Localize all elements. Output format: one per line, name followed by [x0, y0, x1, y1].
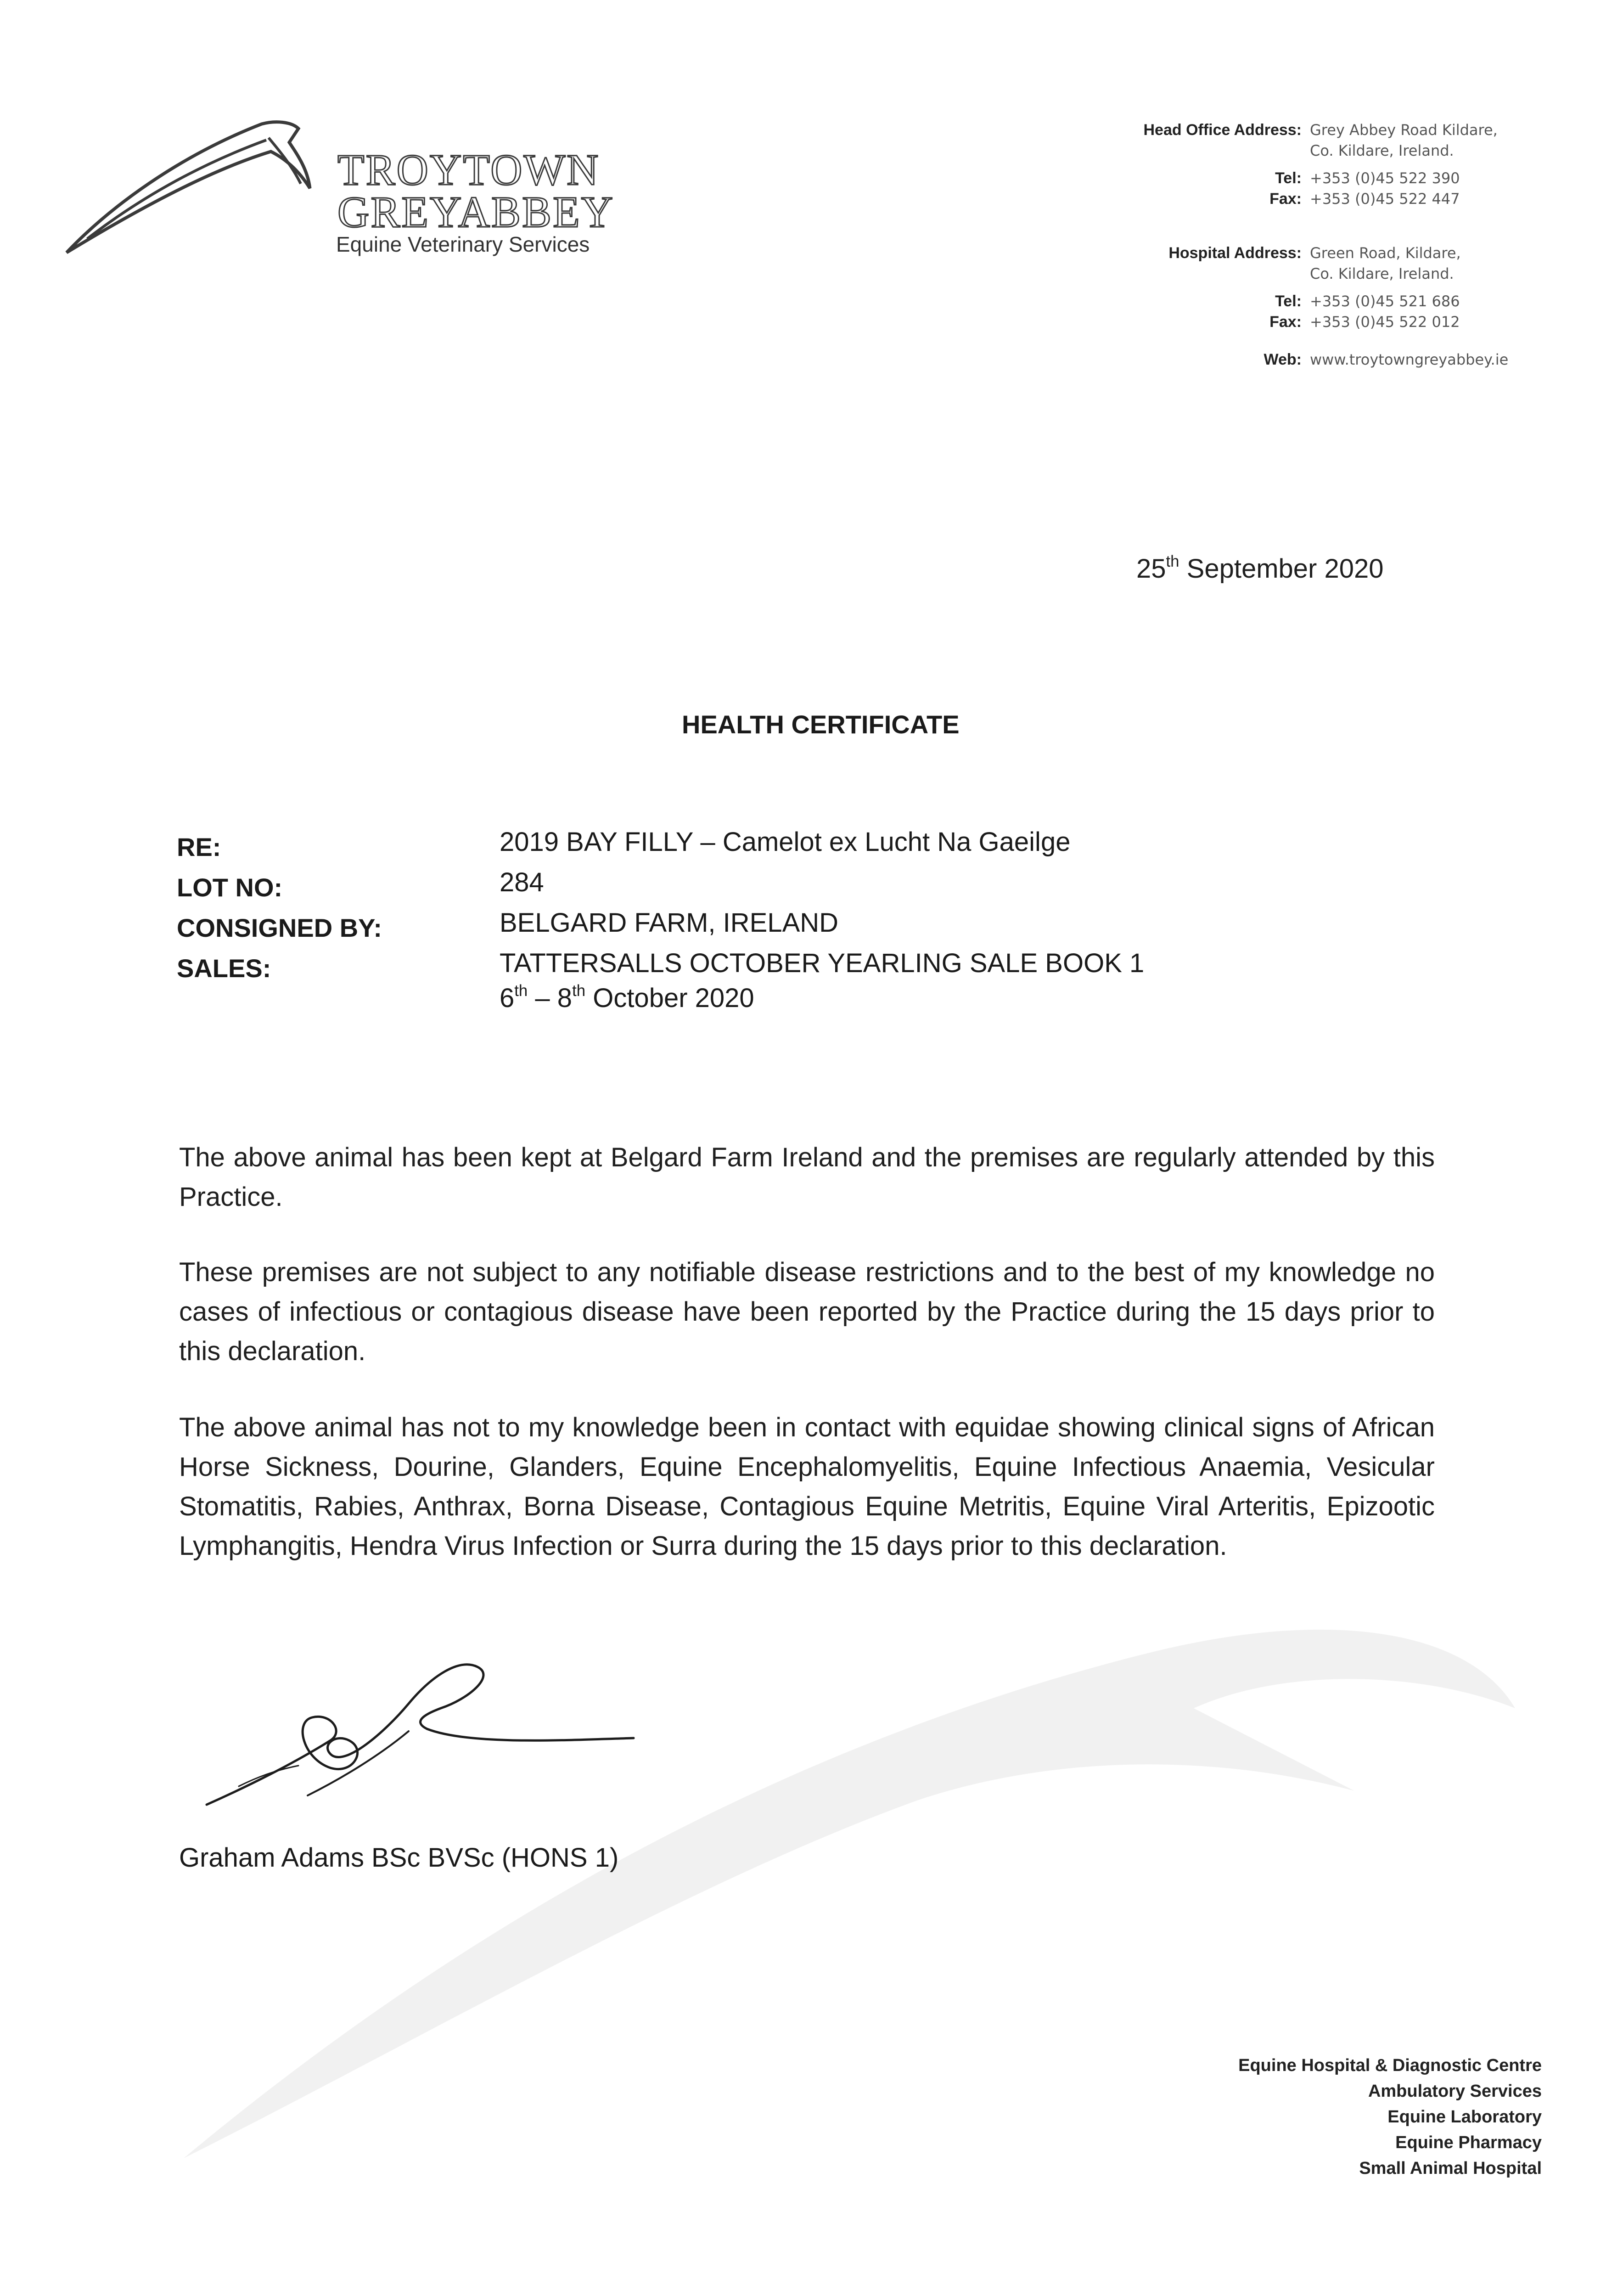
signature-graphic	[193, 1639, 652, 1823]
sales-value: TATTERSALLS OCTOBER YEARLING SALE BOOK 1	[500, 948, 1145, 978]
re-label: RE:	[177, 833, 221, 861]
hospital-address-line-2: Co. Kildare, Ireland.	[1310, 265, 1454, 282]
service-item: Equine Laboratory	[1387, 2107, 1542, 2127]
head-office-address-line-2: Co. Kildare, Ireland.	[1310, 142, 1454, 159]
sales-start-suffix: th	[514, 981, 528, 1000]
head-office-fax: +353 (0)45 522 447	[1310, 190, 1460, 208]
service-item: Equine Hospital & Diagnostic Centre	[1238, 2056, 1542, 2075]
lot-number-value: 284	[500, 867, 544, 897]
lot-number-label: LOT NO:	[177, 873, 283, 902]
sales-dates	[500, 983, 754, 1013]
paragraph-restrictions: These premises are not subject to any notifiable disease restrictions and to the best of my knowledge no cases of infectious or contagious disease have been reported by the Practice during the 15 days prior to this declaration.	[179, 1257, 1435, 1366]
hospital-fax-label: Fax:	[1269, 313, 1302, 331]
date-rest: September 2020	[1179, 554, 1384, 584]
re-value: 2019 BAY FILLY – Camelot ex Lucht Na Gaeilge	[500, 827, 1071, 857]
letter-date	[1136, 549, 1384, 593]
head-office-label: Head Office Address:	[1143, 121, 1302, 139]
hospital-tel-label: Tel:	[1275, 293, 1302, 310]
service-item: Small Animal Hospital	[1359, 2159, 1542, 2178]
web-label: Web:	[1264, 351, 1302, 368]
date-day-suffix: th	[1166, 552, 1179, 570]
consigned-by-label: CONSIGNED BY:	[177, 913, 382, 942]
service-item: Ambulatory Services	[1368, 2082, 1542, 2101]
sales-date-separator: –	[528, 983, 557, 1013]
date-day: 25	[1136, 554, 1166, 584]
paragraph-premises: The above animal has been kept at Belgard Farm Ireland and the premises are regularly attended by this Practice.	[179, 1142, 1435, 1212]
head-office-tel: +353 (0)45 522 390	[1310, 169, 1460, 187]
sales-start-day: 6	[500, 983, 515, 1013]
logo-swoosh-icon	[60, 115, 317, 266]
hospital-fax: +353 (0)45 522 012	[1310, 313, 1460, 331]
hospital-address-label: Hospital Address:	[1168, 244, 1302, 262]
service-item: Equine Pharmacy	[1395, 2133, 1542, 2152]
sales-end-day: 8	[557, 983, 573, 1013]
head-office-address-line-1: Grey Abbey Road Kildare,	[1310, 121, 1498, 139]
services-list	[1238, 2053, 1542, 2181]
brand-name-line-2: GREYABBEY	[337, 187, 615, 236]
hospital-tel: +353 (0)45 521 686	[1310, 293, 1460, 310]
website-link[interactable]: www.troytowngreyabbey.ie	[1310, 351, 1509, 368]
brand-name-line-1: TROYTOWN	[337, 145, 600, 194]
signatory-name: Graham Adams BSc BVSc (HONS 1)	[179, 1843, 619, 1873]
consigned-by-value: BELGARD FARM, IRELAND	[500, 908, 839, 938]
hospital-address-line-1: Green Road, Kildare,	[1310, 244, 1461, 262]
sales-end-suffix: th	[572, 981, 586, 1000]
sales-label: SALES:	[177, 954, 271, 983]
paragraph-contact-declaration: The above animal has not to my knowledge been in contact with equidae showing clinical signs of African Horse Sickness, Dourine, Glanders, Equine Encephalomyelitis, Equine Infectious Anaemia, Vesicular Stomatitis, Rabies, Anthrax, Borna Disease, Contagious Equine Metritis, Equine Viral Arteritis, Epizootic Lymphangitis, Hendra Virus Infection or Surra during the 15 days prior to this declaration.	[179, 1412, 1435, 1561]
brand-tagline: Equine Veterinary Services	[336, 232, 590, 256]
certificate-title: HEALTH CERTIFICATE	[682, 710, 960, 739]
head-office-tel-label: Tel:	[1275, 169, 1302, 187]
sales-date-rest: October 2020	[585, 983, 754, 1013]
head-office-fax-label: Fax:	[1269, 190, 1302, 208]
